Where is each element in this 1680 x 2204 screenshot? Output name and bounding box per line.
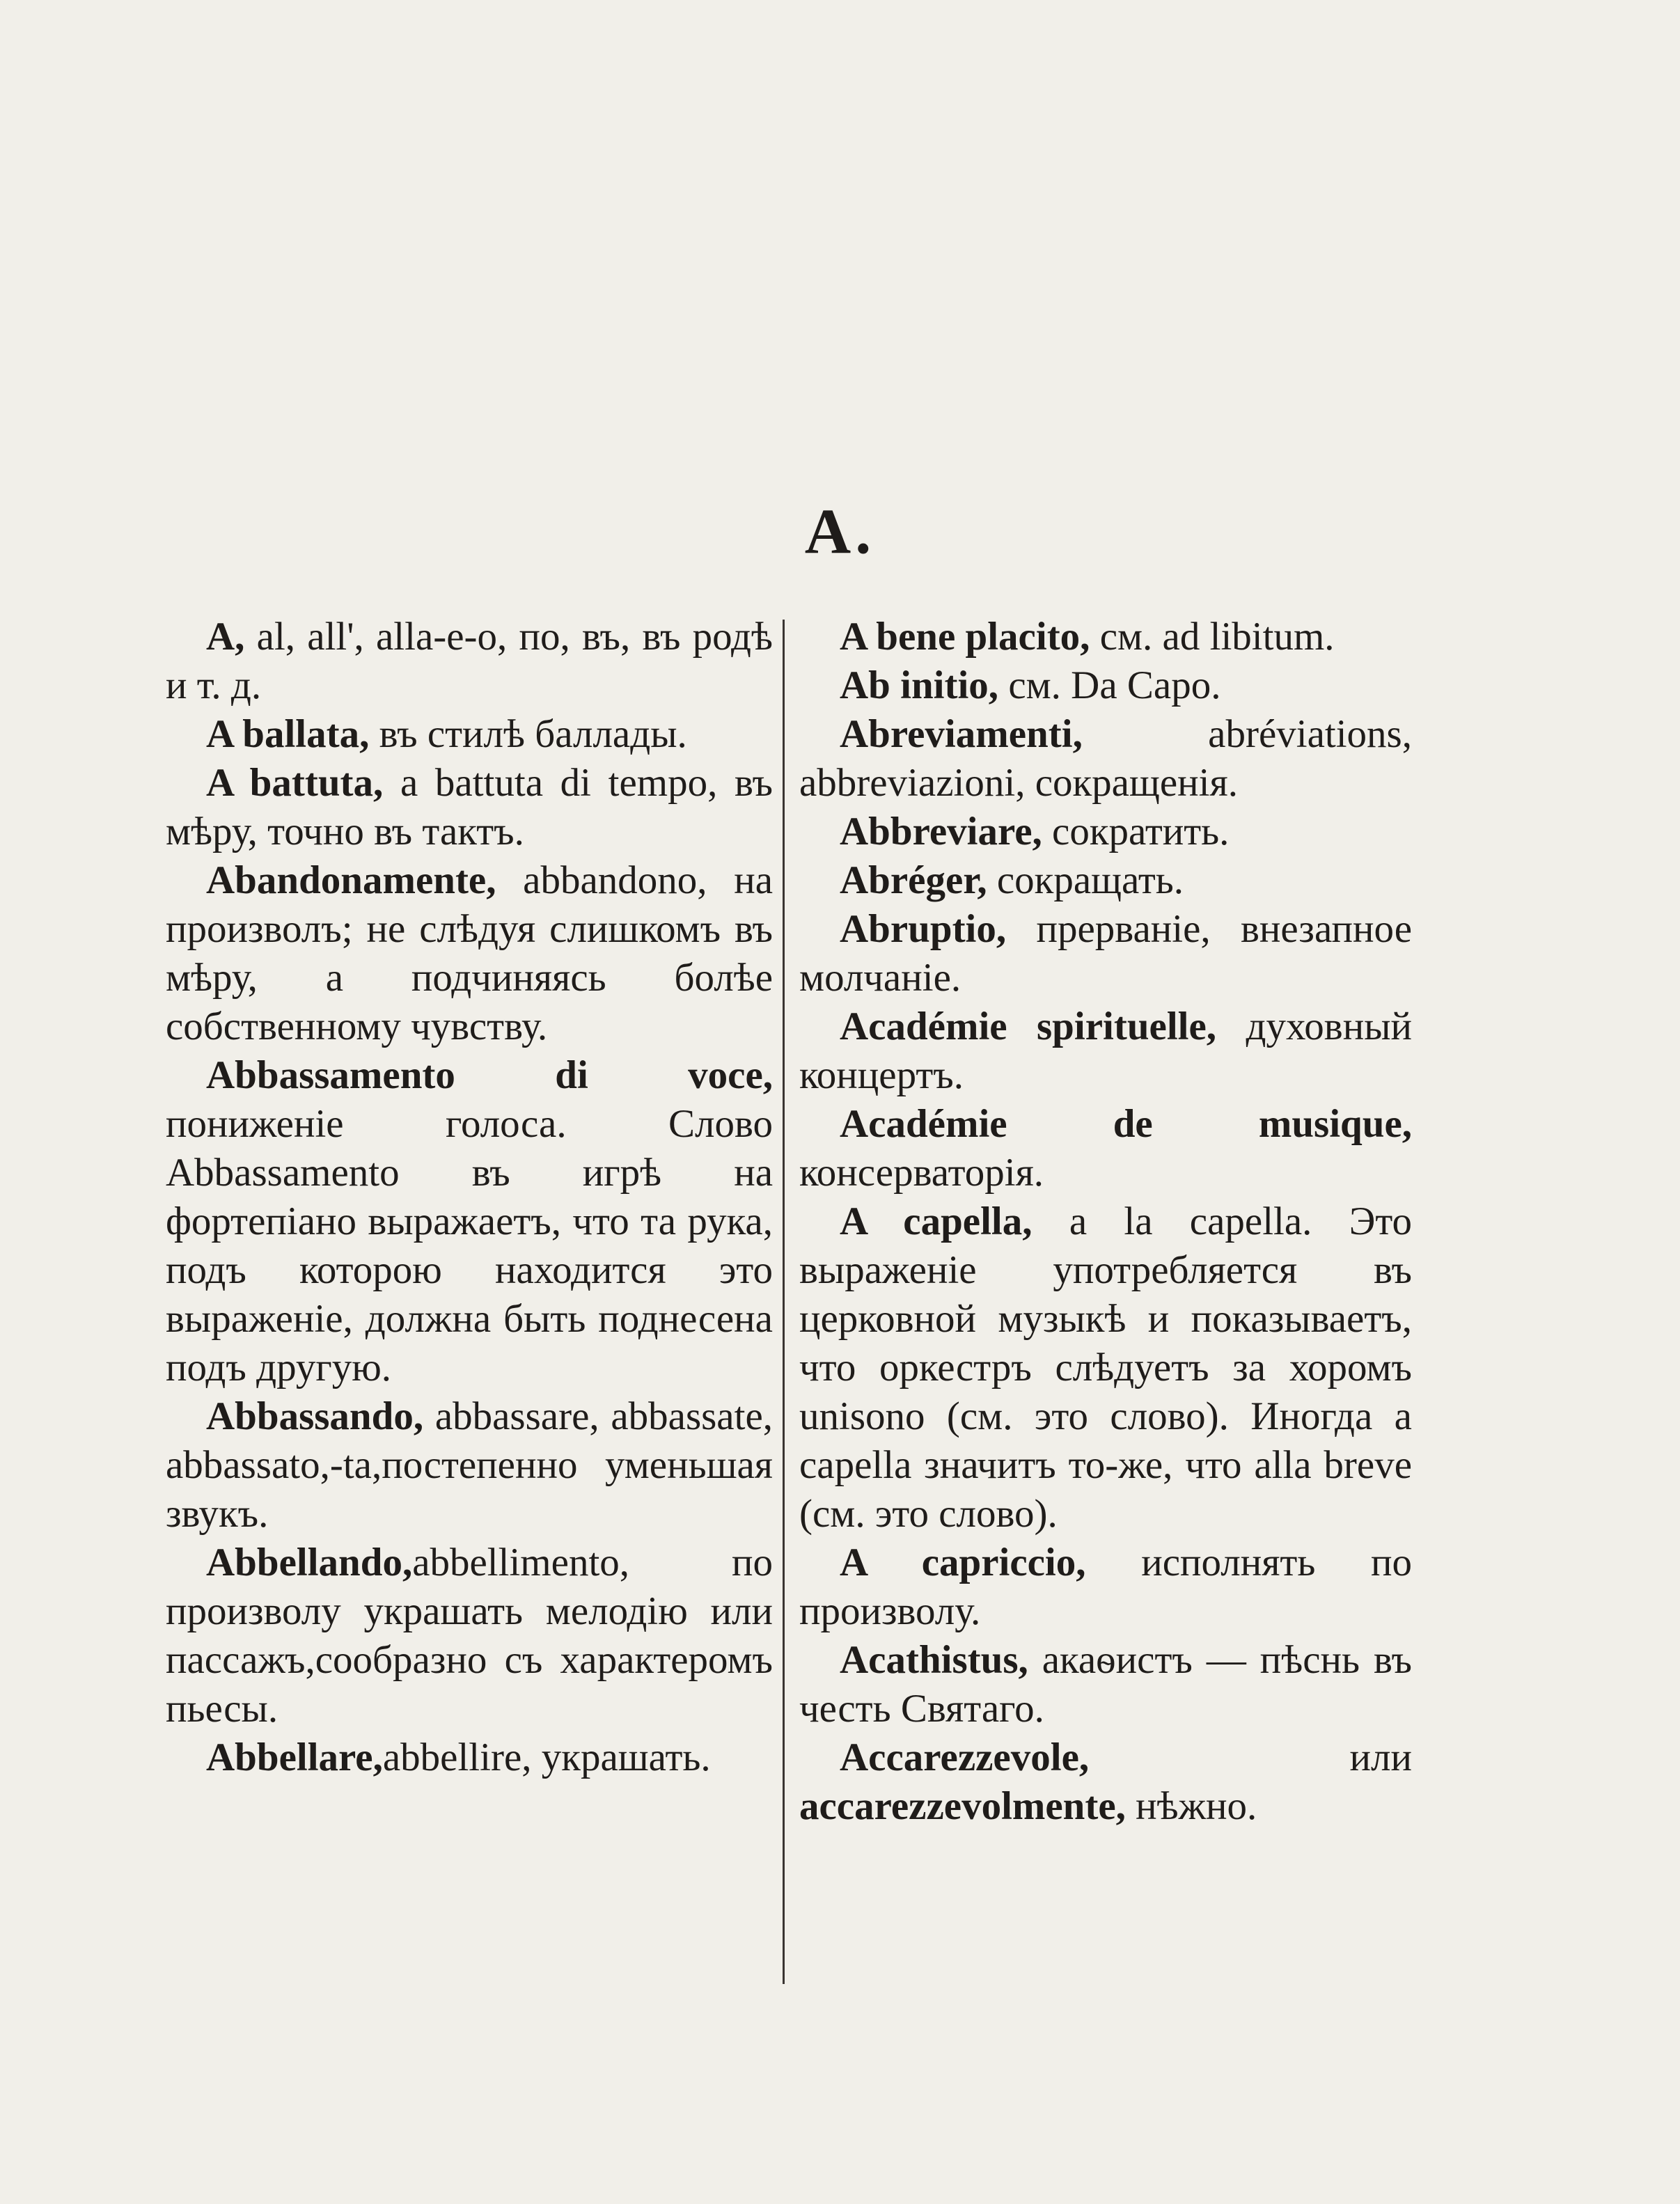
entry-definition: нѣжно. xyxy=(1125,1784,1257,1828)
entry-headword: A capella, xyxy=(840,1199,1033,1243)
dictionary-entry xyxy=(166,759,773,856)
entry-headword: Acathistus, xyxy=(840,1638,1028,1682)
dictionary-entry xyxy=(799,1197,1412,1538)
left-column xyxy=(166,613,773,1782)
entry-headword: A battuta, xyxy=(206,761,384,805)
entry-headword: A bene placito, xyxy=(840,615,1090,659)
dictionary-entry xyxy=(799,905,1412,1002)
entry-definition: a battuta di tempo, въ мѣру, точно въ тактъ. xyxy=(166,761,773,853)
column-divider xyxy=(783,620,785,1984)
entry-headword: Abruptio, xyxy=(840,907,1007,951)
entry-headword: Abreviamenti, xyxy=(840,712,1083,756)
entry-definition: въ стилѣ баллады. xyxy=(369,712,687,756)
dictionary-entry xyxy=(166,1051,773,1392)
entry-definition: abbandono, на произволъ; не слѣдуя слишкомъ въ мѣру, а подчиняясь болѣе собственному чувству. xyxy=(166,858,773,1048)
dictionary-entry xyxy=(799,1636,1412,1733)
entry-definition: духовный концертъ. xyxy=(799,1005,1412,1097)
dictionary-entry xyxy=(799,1002,1412,1100)
entry-definition: abbassare, abbassate, abbassato,-ta,постепенно уменьшая звукъ. xyxy=(166,1394,773,1536)
entry-definition: сокращать. xyxy=(987,858,1184,902)
section-letter: A. xyxy=(804,496,876,567)
entry-definition: abbellire, украшать. xyxy=(382,1735,711,1779)
dictionary-entry xyxy=(166,1392,773,1538)
right-column xyxy=(799,613,1412,1831)
entry-headword: Abbellando, xyxy=(206,1541,413,1584)
entry-definition: см. Da Capo. xyxy=(998,663,1221,707)
entry-headword: Abréger, xyxy=(840,858,987,902)
entry-definition: abréviations, abbreviazioni, сокращенія. xyxy=(799,712,1412,805)
entry-definition: пониженіе голоса. Слово Abbassamento въ игрѣ на фортепіано выражаетъ, что та рука, подъ которою находится это выраженіе, должна быть поднесена подъ другую. xyxy=(166,1102,773,1390)
entry-definition: исполнять по произволу. xyxy=(799,1541,1412,1633)
entry-headword: Académie de musique, xyxy=(840,1102,1412,1146)
dictionary-entry xyxy=(166,1733,773,1782)
dictionary-entry xyxy=(799,1733,1412,1831)
entry-definition: al, all', alla-e-o, по, въ, въ родѣ и т. д. xyxy=(166,615,773,707)
entry-definition: см. ad libitum. xyxy=(1090,615,1335,659)
dictionary-entry xyxy=(166,710,773,759)
dictionary-entry xyxy=(799,1100,1412,1197)
entry-headword: Abbassamento di voce, xyxy=(206,1053,773,1097)
entry-headword: A ballata, xyxy=(206,712,370,756)
dictionary-entry xyxy=(166,856,773,1051)
entry-headword: Ab initio, xyxy=(840,663,999,707)
entry-definition: прерваніе, внезапное молчаніе. xyxy=(799,907,1412,1000)
entry-headword: A capriccio, xyxy=(840,1541,1086,1584)
entry-definition: a la capella. Это выраженіе употребляется въ церковной музыкѣ и показываетъ, что оркестръ слѣдуетъ за хоромъ unisono (см. это слово). Иногда a capella значитъ то-же, что alla breve (см. это слово). xyxy=(799,1199,1412,1536)
dictionary-entry xyxy=(166,1538,773,1733)
entry-headword: A, xyxy=(206,615,245,659)
entry-headword: Abbassando, xyxy=(206,1394,424,1438)
dictionary-entry xyxy=(799,808,1412,856)
dictionary-entry xyxy=(799,710,1412,808)
entry-definition: abbellimento, по произволу украшать мелодію или пассажъ,сообразно съ характеромъ пьесы. xyxy=(166,1541,773,1731)
entry-headword: Abbellare, xyxy=(206,1735,383,1779)
entry-definition: сократить. xyxy=(1042,810,1230,853)
entry-headword: Abbreviare, xyxy=(840,810,1042,853)
entry-definition: консерваторія. xyxy=(799,1151,1044,1195)
entry-headword: Académie spirituelle, xyxy=(840,1005,1217,1048)
dictionary-entry xyxy=(799,613,1412,661)
dictionary-entry xyxy=(166,613,773,710)
entry-definition: акаѳистъ — пѣснь въ честь Святаго. xyxy=(799,1638,1412,1731)
dictionary-entry xyxy=(799,856,1412,905)
dictionary-entry xyxy=(799,661,1412,710)
entry-headword-secondary: accarezzevolmente, xyxy=(799,1784,1126,1828)
entry-definition: или xyxy=(1089,1735,1412,1779)
entry-headword: Abandonamente, xyxy=(206,858,496,902)
entry-headword: Accarezzevole, xyxy=(840,1735,1090,1779)
dictionary-entry xyxy=(799,1538,1412,1636)
